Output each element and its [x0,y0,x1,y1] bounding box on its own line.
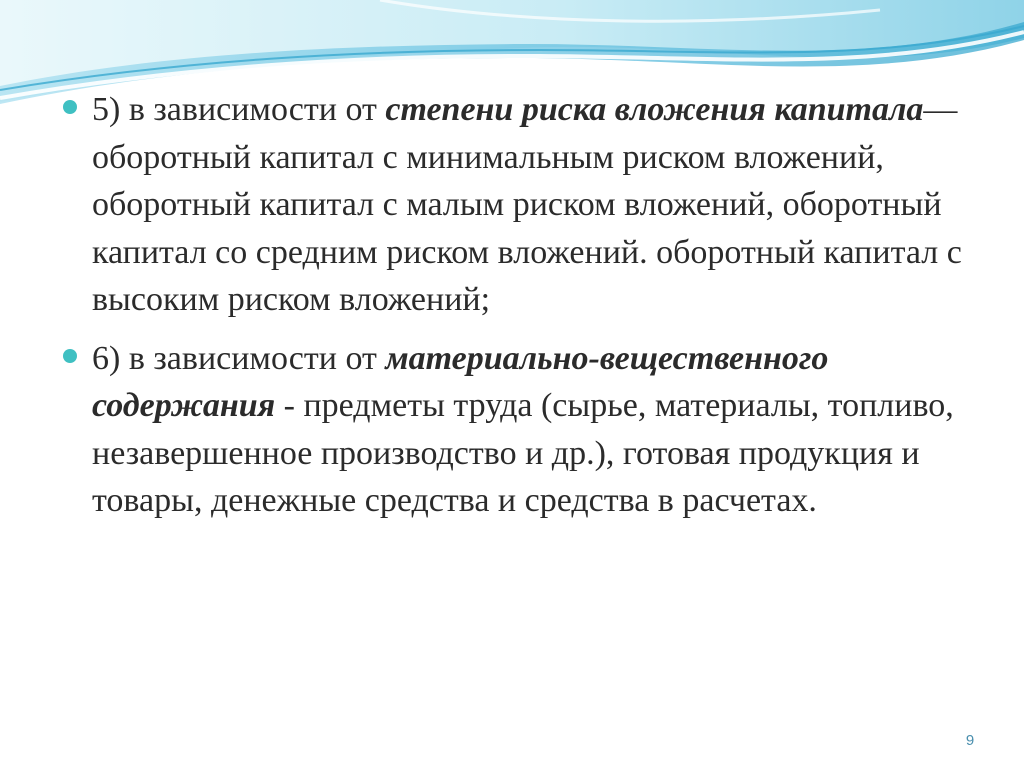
bullet-text: — оборотный капитал с минимальным риском вложений, оборотный капитал с малым риском вложений, оборотный капитал со средним риском вложений. оборотный капитал с высоким риском вложений; [92,91,962,318]
slide-body [62,86,962,525]
bullet-text: - предметы труда (сырье, материалы, топливо, незавершенное производство и др.), готовая продукция и товары, денежные средства и средства в расчетах. [92,387,954,519]
bullet-dot-icon [63,100,77,114]
bullet-emphasis: степени риска вложения капитала [385,91,924,128]
page-number: 9 [965,732,975,749]
bullet-intro: 5) в зависимости от [92,91,386,128]
bullet-dot-icon [63,349,77,363]
bullet-item [62,335,962,525]
bullet-intro: 6) в зависимости от [92,339,386,377]
bullet-item [62,86,962,324]
bullet-emphasis: материально-вещественного содержания [92,339,829,424]
